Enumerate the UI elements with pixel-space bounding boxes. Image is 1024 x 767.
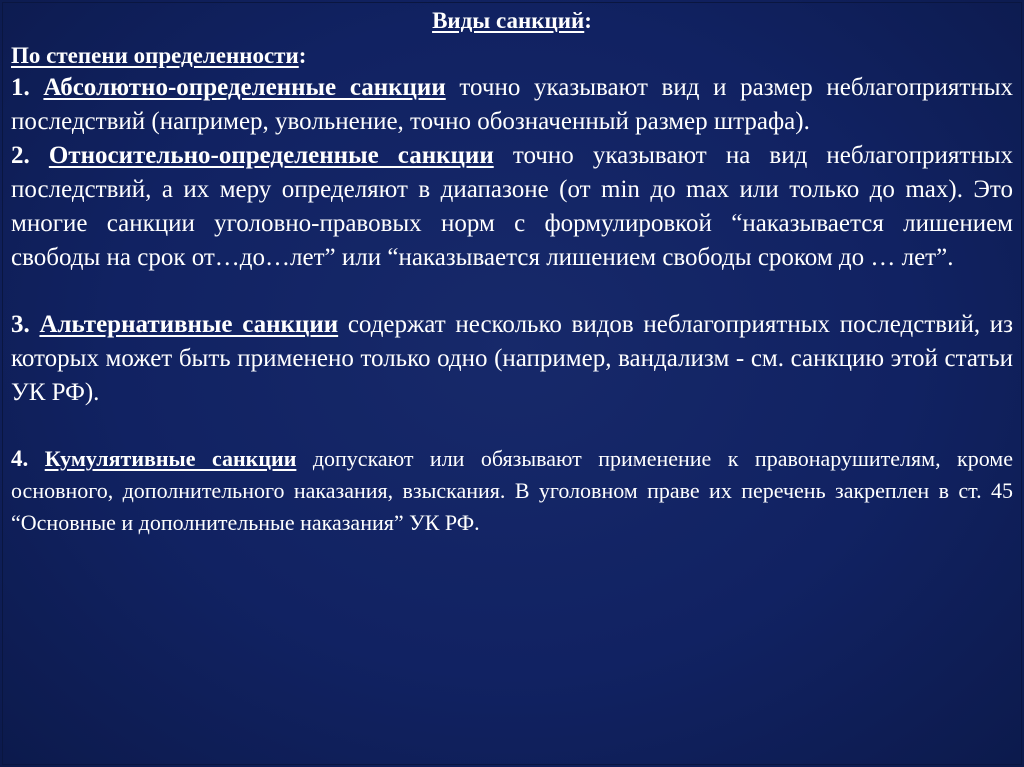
list-item-absolute-sanctions	[11, 71, 1013, 139]
section-heading-colon: :	[298, 43, 307, 68]
paragraph-spacer	[11, 410, 1013, 443]
slide-title-text: Виды санкций	[432, 8, 585, 33]
paragraph-spacer	[11, 275, 1013, 308]
slide-title	[11, 6, 1013, 36]
list-item-cumulative-sanctions	[11, 443, 1013, 539]
list-item-term: Абсолютно-определенные санкции	[43, 74, 446, 101]
section-heading	[11, 40, 1013, 71]
list-item-number: 3.	[11, 311, 30, 338]
list-item-number: 1.	[11, 74, 30, 101]
list-item-text: допускают или обязывают применение к правонарушителям, кроме основного, дополнительного наказания, взыскания. В уголовном праве их перечень закреплен в ст. 45 “Основные и дополнительные наказания” УК РФ.	[11, 446, 1013, 535]
section-heading-text: По степени определенности	[11, 43, 299, 68]
list-item-text: точно указывают на вид неблагоприятных последствий, а их меру определяют в диапазоне (от min до max или только до max). Это многие санкции уголовно-правовых норм с формулировкой “наказывается лишением свободы на срок от…до…лет” или “наказывается лишением свободы сроком до … лет”.	[11, 142, 1014, 271]
list-item-term: Альтернативные санкции	[39, 311, 339, 338]
list-item-relative-sanctions	[11, 139, 1013, 275]
list-item-term: Относительно-определенные санкции	[48, 142, 494, 169]
slide-title-colon: :	[584, 8, 592, 33]
list-item-term: Кумулятивные санкции	[44, 446, 297, 471]
list-item-alternative-sanctions	[11, 308, 1013, 410]
list-item-number: 4.	[11, 446, 29, 471]
list-item-number: 2.	[11, 142, 30, 169]
list-item-text: точно указывают вид и размер неблагоприятных последствий (например, увольнение, точно обозначенный размер штрафа).	[11, 74, 1014, 135]
list-item-text: содержат несколько видов неблагоприятных последствий, из которых может быть применено только одно (например, вандализм - см. санкцию этой статьи УК РФ).	[11, 311, 1014, 406]
